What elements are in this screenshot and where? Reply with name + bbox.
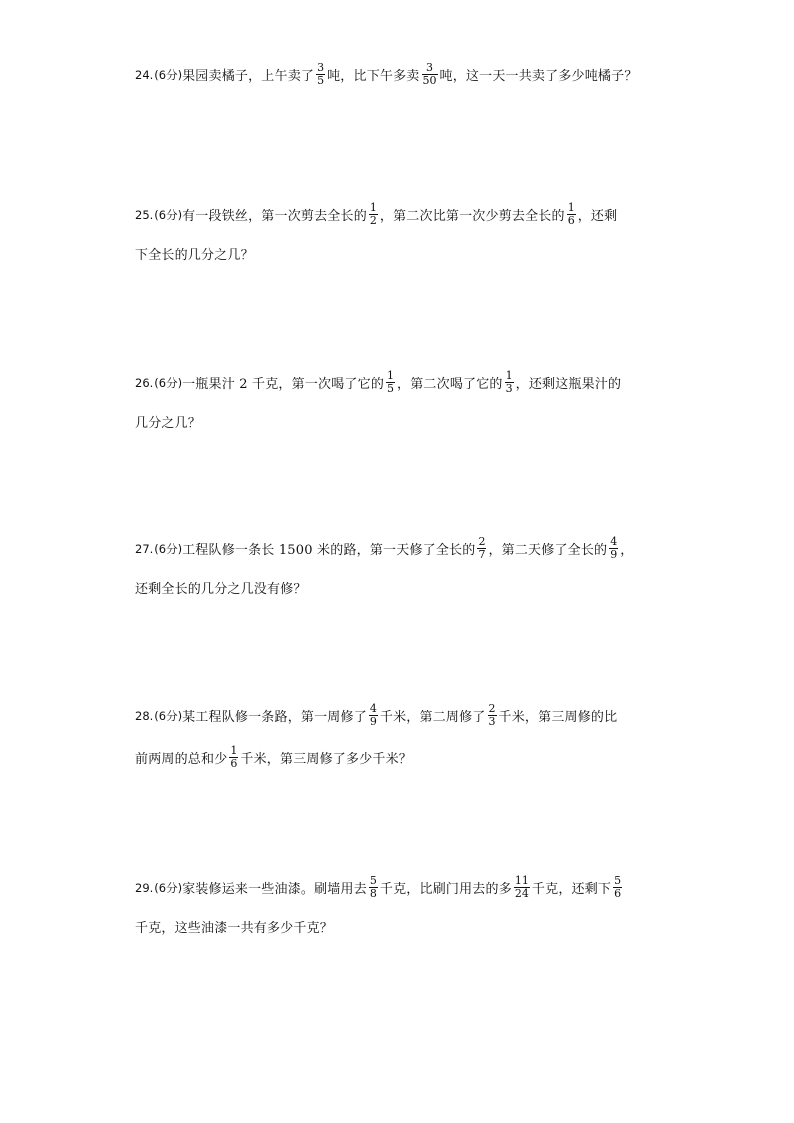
fraction-denominator: 5: [387, 382, 395, 395]
problem-number: 27.: [135, 541, 154, 556]
fraction: [229, 745, 238, 770]
fraction-numerator: 4: [610, 535, 618, 548]
problem-27-line-2: [135, 578, 307, 597]
problem-text: 果园卖橘子，上午卖了: [182, 69, 315, 84]
fraction-numerator: 2: [488, 702, 496, 715]
problem-28-line-2: [135, 745, 412, 770]
problem-29-line-1: [135, 875, 624, 900]
fraction-denominator: 9: [369, 715, 377, 728]
problem-score: (6分): [154, 207, 183, 222]
problem-24-line-1: [135, 62, 638, 87]
fraction-numerator: 1: [505, 369, 513, 382]
problem-number: 26.: [135, 375, 154, 390]
fraction: [609, 536, 618, 561]
problem-text: 吨，比下午多卖: [327, 69, 420, 84]
fraction-numerator: 1: [230, 744, 238, 757]
problem-text: 家装修运来一些油漆。刷墙用去: [182, 882, 367, 897]
fraction: [488, 703, 497, 728]
problem-text: 一瓶果汁 2 千克，第一次喝了它的: [182, 377, 385, 392]
fraction-numerator: 5: [369, 874, 377, 887]
fraction: [316, 62, 325, 87]
fraction: [369, 202, 378, 227]
fraction-denominator: 6: [614, 887, 622, 900]
fraction-numerator: 11: [514, 874, 529, 887]
problem-text: ，第二天修了全长的: [488, 543, 608, 558]
fraction-denominator: 6: [230, 757, 238, 770]
fraction-denominator: 2: [369, 214, 377, 227]
fraction-denominator: 50: [422, 74, 437, 87]
problem-text: ，第二次喝了它的: [397, 377, 503, 392]
problem-text: 千米，第二周修了: [379, 710, 486, 725]
problem-number: 28.: [135, 708, 154, 723]
fraction-numerator: 5: [614, 874, 622, 887]
fraction: [369, 703, 378, 728]
fraction: [514, 875, 530, 900]
problem-number: 29.: [135, 880, 154, 895]
fraction-numerator: 2: [478, 535, 486, 548]
fraction: [369, 875, 378, 900]
problem-score: (6分): [154, 375, 183, 390]
fraction-numerator: 4: [369, 702, 377, 715]
fraction-numerator: 1: [567, 201, 575, 214]
problem-score: (6分): [154, 880, 183, 895]
problem-28-line-1: [135, 703, 617, 728]
problem-26-line-2: [135, 412, 201, 431]
problem-25-line-1: [135, 202, 617, 227]
problem-26-line-1: [135, 370, 621, 395]
fraction: [422, 62, 438, 87]
problem-text: ，还剩这瓶果汁的: [515, 377, 622, 392]
fraction-numerator: 3: [426, 61, 434, 74]
fraction-denominator: 8: [369, 887, 377, 900]
problem-text: 吨，这一天一共卖了多少吨橘子？: [439, 69, 638, 84]
problem-text: 下全长的几分之几？: [135, 248, 254, 263]
fraction-numerator: 1: [387, 369, 395, 382]
problem-text: 千克，还剩下: [531, 882, 612, 897]
problem-text: 千克，这些油漆一共有多少千克？: [135, 921, 334, 936]
problem-text: ，还剩: [577, 209, 618, 224]
fraction: [477, 536, 486, 561]
fraction-denominator: 7: [478, 548, 486, 561]
problem-text: 前两周的总和少: [135, 752, 228, 767]
fraction: [386, 370, 395, 395]
problem-score: (6分): [154, 708, 183, 723]
problem-number: 25.: [135, 207, 154, 222]
fraction-denominator: 3: [505, 382, 513, 395]
problem-text: 几分之几？: [135, 416, 202, 431]
problem-text: 还剩全长的几分之几没有修？: [135, 582, 307, 597]
problem-number: 24.: [135, 67, 154, 82]
problem-25-line-2: [135, 244, 254, 263]
fraction-numerator: 3: [317, 61, 325, 74]
fraction-denominator: 9: [610, 548, 618, 561]
problem-text: 千克，比刷门用去的多: [379, 882, 512, 897]
problem-score: (6分): [154, 67, 183, 82]
fraction: [567, 202, 576, 227]
fraction: [505, 370, 514, 395]
problem-text: ，: [620, 543, 634, 558]
fraction-numerator: 1: [369, 201, 377, 214]
problem-text: 千米，第三周修的比: [498, 710, 618, 725]
problem-score: (6分): [154, 541, 183, 556]
problem-27-line-1: [135, 536, 633, 561]
problem-text: 工程队修一条长 1500 米的路，第一天修了全长的: [182, 543, 476, 558]
fraction-denominator: 24: [514, 887, 529, 900]
problem-text: 千米，第三周修了多少千米？: [240, 752, 413, 767]
problem-text: 某工程队修一条路，第一周修了: [182, 710, 367, 725]
problem-text: ，第二次比第一次少剪去全长的: [379, 209, 565, 224]
fraction-denominator: 5: [317, 74, 325, 87]
fraction: [613, 875, 622, 900]
problem-text: 有一段铁丝，第一次剪去全长的: [182, 209, 367, 224]
fraction-denominator: 6: [567, 214, 575, 227]
fraction-denominator: 3: [488, 715, 496, 728]
problem-29-line-2: [135, 917, 333, 936]
